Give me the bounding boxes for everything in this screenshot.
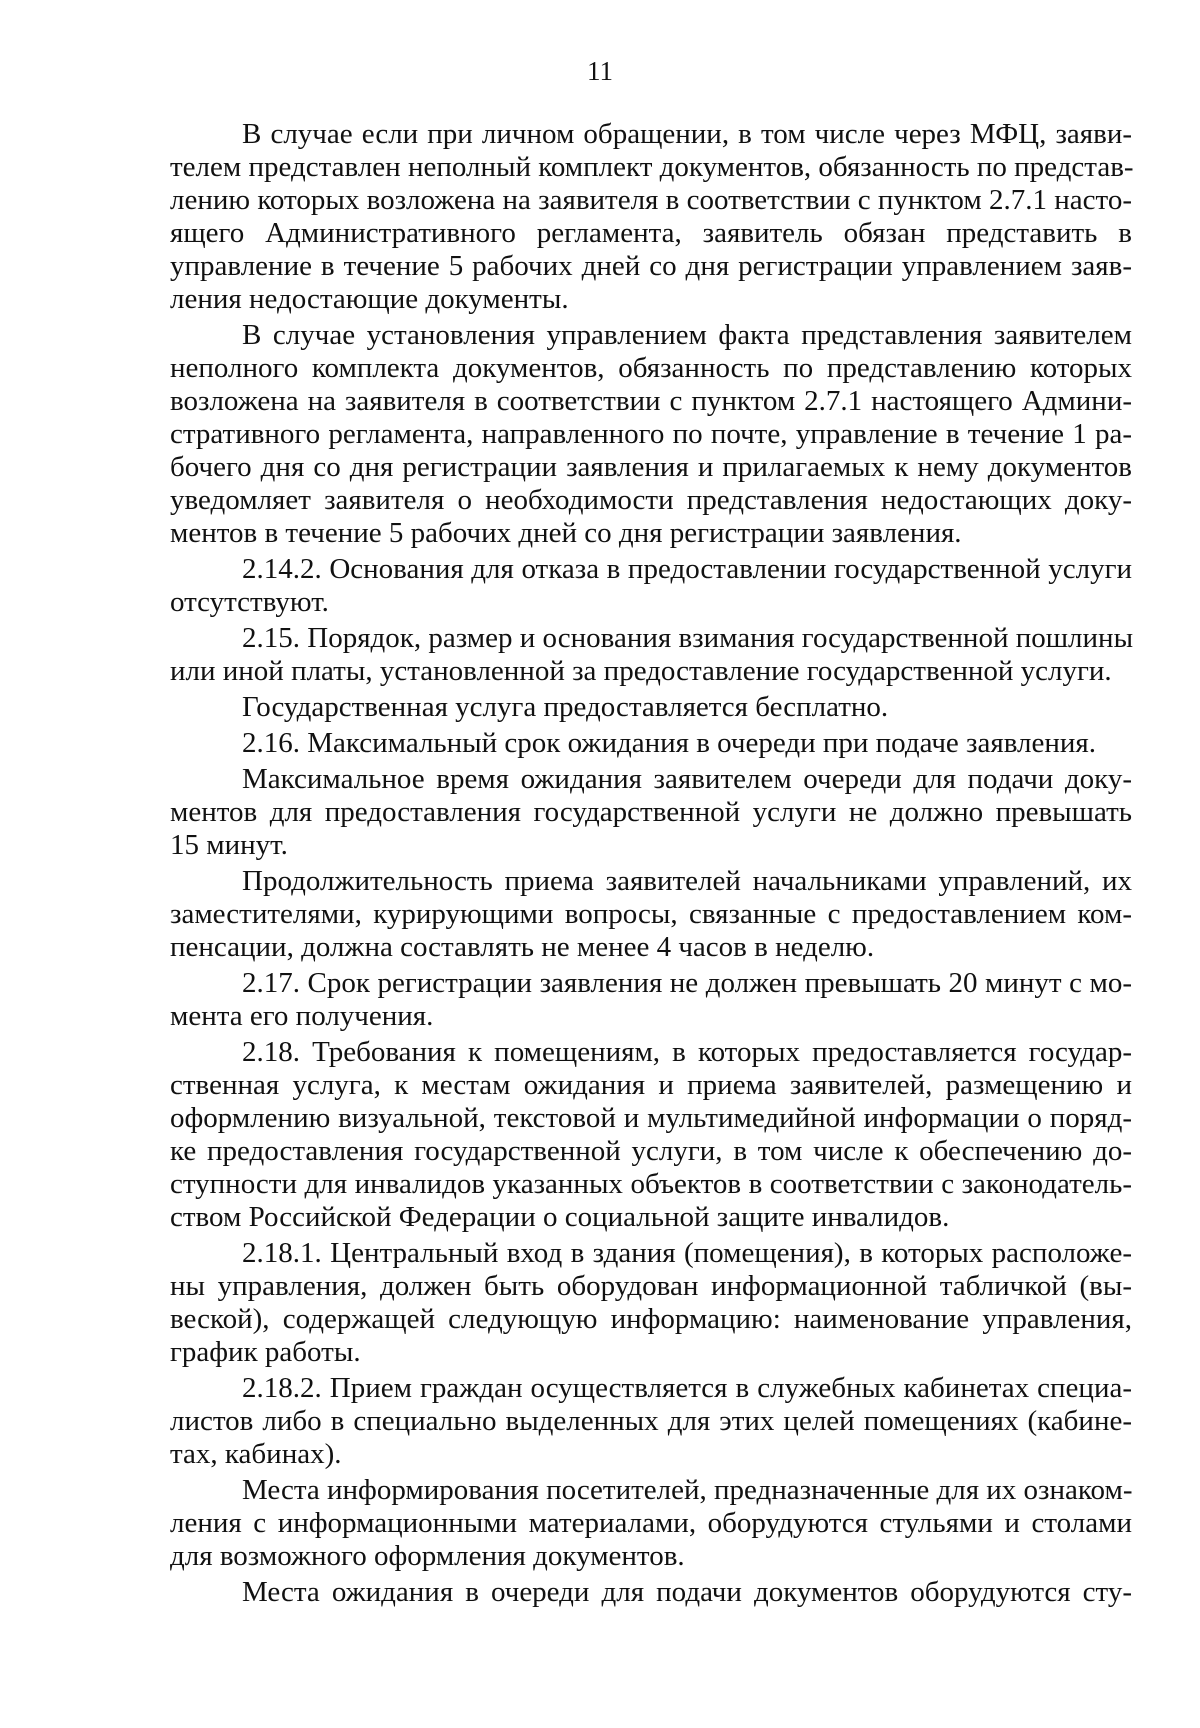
paragraph-line: график работы. (170, 1336, 361, 1368)
paragraph-line: Места ожидания в очереди для подачи документов оборудуются сту- (242, 1576, 1132, 1608)
paragraph-line: 2.16. Максимальный срок ожидания в очереди при подаче заявления. (242, 727, 1096, 759)
paragraph (170, 1474, 1132, 1573)
document-body (170, 118, 1132, 1609)
paragraph (170, 691, 1132, 724)
paragraph (170, 1576, 1132, 1609)
paragraph-line: оформлению визуальной, текстовой и мультимедийной информации о поряд- (170, 1102, 1132, 1134)
paragraph-line: заместителями, курирующими вопросы, связанные с предоставлением ком- (170, 898, 1132, 930)
paragraph (170, 118, 1132, 316)
paragraph-line: ментов в течение 5 рабочих дней со дня регистрации заявления. (170, 517, 962, 549)
paragraph-line: стративного регламента, направленного по почте, управление в течение 1 ра- (170, 418, 1132, 450)
paragraph-line: Государственная услуга предоставляется бесплатно. (242, 691, 889, 723)
paragraph (170, 967, 1132, 1033)
paragraph-line: 2.15. Порядок, размер и основания взимания государственной пошлины (242, 622, 1134, 654)
paragraph-line: мента его получения. (170, 1000, 434, 1032)
paragraph-line: 2.18. Требования к помещениям, в которых предоставляется государ- (242, 1036, 1132, 1068)
paragraph (170, 622, 1132, 688)
paragraph-line: пенсации, должна составлять не менее 4 часов в неделю. (170, 931, 875, 963)
paragraph-line: бочего дня со дня регистрации заявления и прилагаемых к нему документов (170, 451, 1132, 483)
paragraph (170, 763, 1132, 862)
paragraph-line: Места информирования посетителей, предназначенные для их ознаком- (242, 1474, 1133, 1506)
paragraph-line: листов либо в специально выделенных для этих целей помещениях (кабине- (170, 1405, 1132, 1437)
paragraph-line: ством Российской Федерации о социальной защите инвалидов. (170, 1201, 950, 1233)
paragraph (170, 727, 1132, 760)
paragraph (170, 1237, 1132, 1369)
paragraph-line: возложена на заявителя в соответствии с пунктом 2.7.1 настоящего Админи- (170, 385, 1132, 417)
paragraph-line: В случае установления управлением факта представления заявителем (242, 319, 1132, 351)
paragraph-line: веской), содержащей следующую информацию: наименование управления, (170, 1303, 1132, 1335)
paragraph-line: уведомляет заявителя о необходимости представления недостающих доку- (170, 484, 1132, 516)
paragraph-line: Максимальное время ожидания заявителем очереди для подачи доку- (242, 763, 1132, 795)
paragraph-line: отсутствуют. (170, 586, 329, 618)
paragraph (170, 865, 1132, 964)
paragraph-line: Продолжительность приема заявителей начальниками управлений, их (242, 865, 1132, 897)
paragraph-line: 2.17. Срок регистрации заявления не должен превышать 20 минут с мо- (242, 967, 1132, 999)
paragraph-line: лению которых возложена на заявителя в соответствии с пунктом 2.7.1 насто- (170, 184, 1132, 216)
paragraph (170, 1372, 1132, 1471)
paragraph-line: неполного комплекта документов, обязанность по представлению которых (170, 352, 1132, 384)
paragraph-line: ящего Административного регламента, заявитель обязан представить в (170, 217, 1132, 249)
paragraph-line: ления недостающие документы. (170, 283, 569, 315)
paragraph (170, 553, 1132, 619)
paragraph-line: тах, кабинах). (170, 1438, 342, 1470)
paragraph-line: 2.14.2. Основания для отказа в предоставлении государственной услуги (242, 553, 1132, 585)
paragraph-line: управление в течение 5 рабочих дней со дня регистрации управлением заяв- (170, 250, 1132, 282)
paragraph-line: ственная услуга, к местам ожидания и приема заявителей, размещению и (170, 1069, 1132, 1101)
paragraph-line: телем представлен неполный комплект документов, обязанность по представ- (170, 151, 1134, 183)
page-number: 11 (587, 56, 613, 86)
paragraph-line: 2.18.2. Прием граждан осуществляется в служебных кабинетах специа- (242, 1372, 1132, 1404)
paragraph-line: В случае если при личном обращении, в том числе через МФЦ, заяви- (242, 118, 1132, 150)
paragraph-line: 15 минут. (170, 829, 288, 861)
paragraph (170, 319, 1132, 550)
paragraph-line: ментов для предоставления государственной услуги не должно превышать (170, 796, 1132, 828)
paragraph-line: для возможного оформления документов. (170, 1540, 685, 1572)
paragraph-line: 2.18.1. Центральный вход в здания (помещения), в которых расположе- (242, 1237, 1132, 1269)
paragraph-line: ке предоставления государственной услуги, в том числе к обеспечению до- (170, 1135, 1132, 1167)
paragraph-line: ны управления, должен быть оборудован информационной табличкой (вы- (170, 1270, 1132, 1302)
paragraph (170, 1036, 1132, 1234)
paragraph-line: ления с информационными материалами, оборудуются стульями и столами (170, 1507, 1132, 1539)
paragraph-line: или иной платы, установленной за предоставление государственной услуги. (170, 655, 1112, 687)
paragraph-line: ступности для инвалидов указанных объектов в соответствии с законодатель- (170, 1168, 1132, 1200)
